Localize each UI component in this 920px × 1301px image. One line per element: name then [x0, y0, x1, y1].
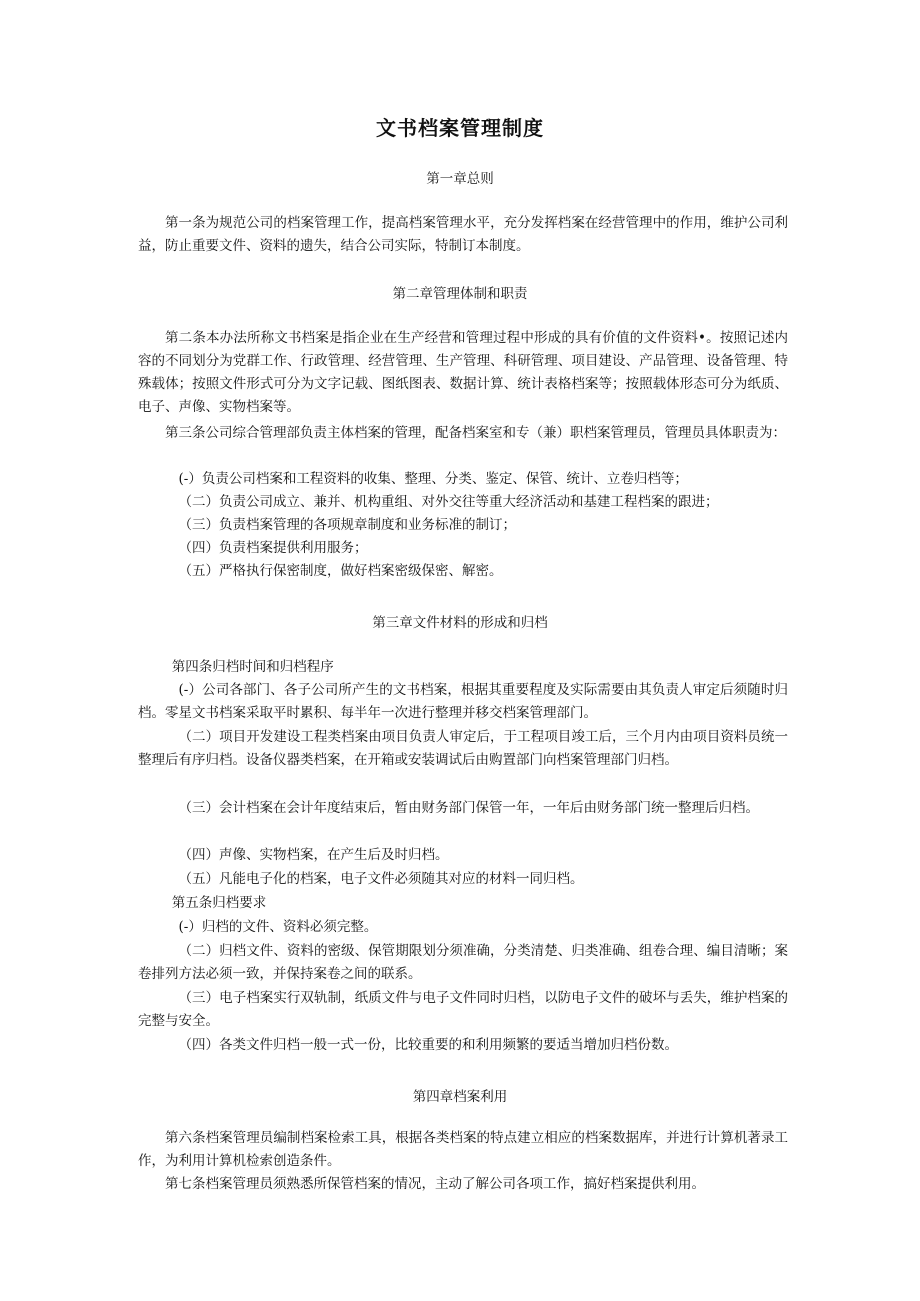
article-4-title: 第四条归档时间和归档程序 — [171, 659, 334, 675]
article-5-title: 第五条归档要求 — [171, 895, 267, 911]
article-3-item-1: (-）负责公司档案和工程资料的收集、整理、分类、鉴定、保管、统计、立卷归档等； — [178, 471, 688, 487]
document-title: 文书档案管理制度 — [376, 116, 544, 140]
article-5-item-2: （二）归档文件、资料的密级、保管期限划分须准确，分类清楚、归类准确、组卷合理、编目清晰；案卷排列方法必须一致，并保持案卷之间的联系。 — [138, 943, 788, 982]
article-4-item-5: （五）凡能电子化的档案，电子文件必须随其对应的材料一同归档。 — [178, 871, 584, 887]
article-7: 第七条档案管理员须熟悉所保管档案的情况，主动了解公司各项工作，搞好档案提供利用。 — [165, 1176, 705, 1192]
article-5-item-3: （三）电子档案实行双轨制，纸质文件与电子文件同时归档，以防电子文件的破坏与丢失，维护档案的完整与安全。 — [138, 990, 788, 1029]
article-2: 第二条本办法所称文书档案是指企业在生产经营和管理过程中形成的具有价值的文件资料•。按照记述内容的不同划分为党群工作、行政管理、经营管理、生产管理、科研管理、项目建设、产品管理、设备管理、特殊载体；按照文件形式可分为文字记载、图纸图表、数据计算、统计表格档案等；按照载体形态可分为纸质、电子、声像、实物档案等。 — [138, 330, 788, 415]
article-3-item-5: （五）严格执行保密制度，做好档案密级保密、解密。 — [178, 563, 503, 579]
article-5-item-4: （四）各类文件归档一般一式一份，比较重要的和利用频繁的要适当增加归档份数。 — [178, 1037, 678, 1053]
article-3-item-3: （三）负责档案管理的各项规章制度和业务标准的制订； — [178, 517, 516, 533]
article-5-item-1: (-）归档的文件、资料必须完整。 — [178, 919, 378, 935]
chapter-3-heading: 第三章文件材料的形成和归档 — [372, 615, 548, 631]
article-4-item-2: （二）项目开发建设工程类档案由项目负责人审定后，于工程项目竣工后，三个月内由项目资料员统一整理后有序归档。设备仪器类档案，在开箱或安装调试后由购置部门向档案管理部门归档。 — [138, 729, 788, 768]
article-4-item-3: （三）会计档案在会计年度结束后，暂由财务部门保管一年，一年后由财务部门统一整理后归档。 — [178, 800, 759, 816]
article-4-item-4: （四）声像、实物档案，在产生后及时归档。 — [178, 847, 449, 863]
chapter-1-heading: 第一章总则 — [426, 171, 494, 187]
article-4-item-1: (-）公司各部门、各子公司所产生的文书档案，根据其重要程度及实际需要由其负责人审定后须随时归档。零星文书档案采取平时累积、每半年一次进行整理并移交档案管理部门。 — [138, 682, 788, 721]
article-3: 第三条公司综合管理部负责主体档案的管理，配备档案室和专（兼）职档案管理员，管理员具体职责为： — [165, 425, 786, 441]
article-6: 第六条档案管理员编制档案检索工具，根据各类档案的特点建立相应的档案数据库，并进行计算机著录工作，为利用计算机检索创造条件。 — [138, 1130, 788, 1169]
article-1: 第一条为规范公司的档案管理工作，提高档案管理水平，充分发挥档案在经营管理中的作用，维护公司利益，防止重要文件、资料的遗失，结合公司实际，特制订本制度。 — [138, 215, 788, 254]
article-3-item-4: （四）负责档案提供利用服务； — [178, 540, 368, 556]
chapter-4-heading: 第四章档案利用 — [412, 1089, 508, 1105]
chapter-2-heading: 第二章管理体制和职责 — [392, 286, 528, 302]
article-3-item-2: （二）负责公司成立、兼并、机构重组、对外交往等重大经济活动和基建工程档案的跟进； — [178, 494, 719, 510]
